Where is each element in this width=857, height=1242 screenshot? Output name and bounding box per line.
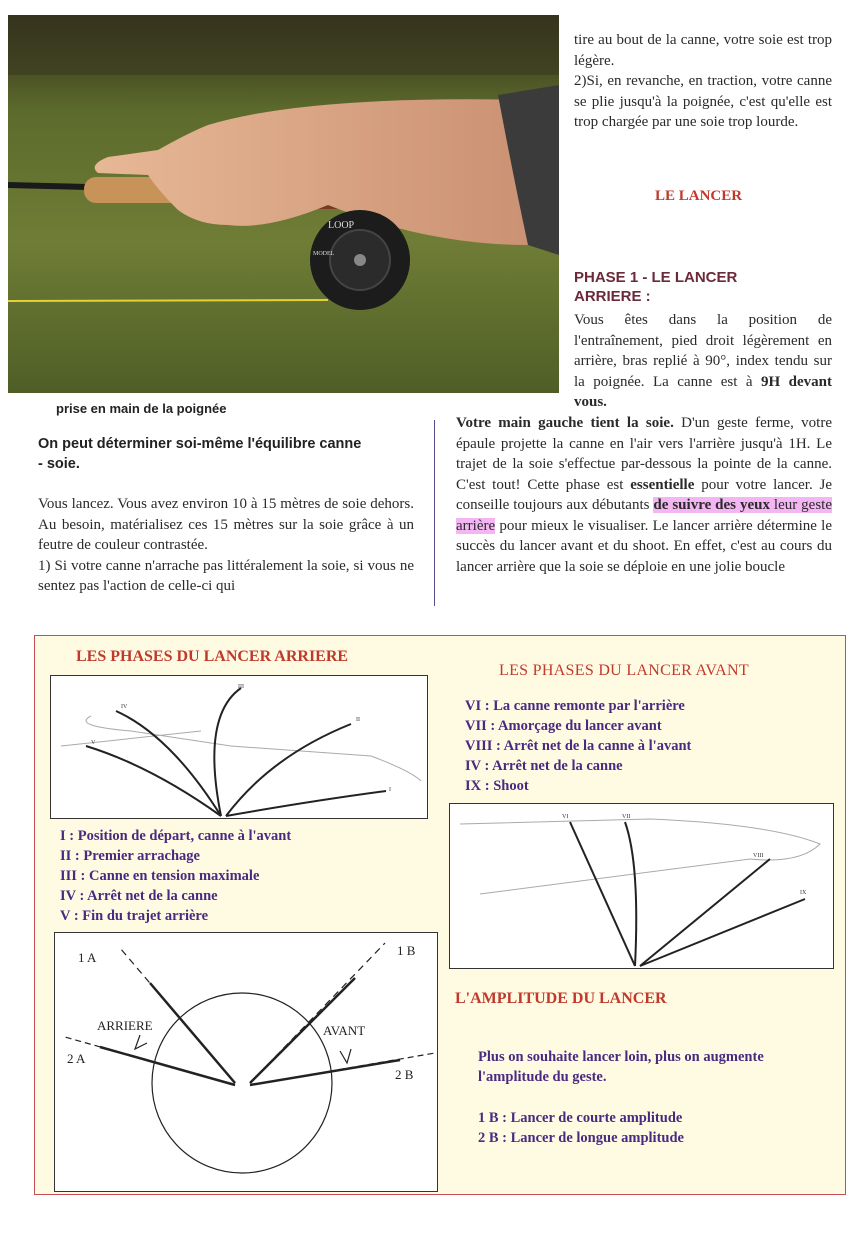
- avant-phases-title: LES PHASES DU LANCER AVANT: [499, 662, 749, 679]
- amplitude-list: [478, 1108, 684, 1148]
- phase1-title-line2: ARRIERE :: [574, 288, 651, 305]
- phase1-highlight-1: de suivre des yeux: [653, 497, 770, 513]
- label-2a: 2 A: [67, 1051, 86, 1066]
- amplitude-text: Plus on souhaite lancer loin, plus on augmente l'amplitude du geste.: [478, 1049, 764, 1085]
- rod-grip-photo: [8, 15, 559, 393]
- left-paragraph-1: Vous lancez. Vous avez environ 10 à 15 mètres de soie dehors. Au besoin, matérialisez ces 15 mètres sur la soie grâce à un feutre de couleur contrastée.: [38, 496, 414, 553]
- arriere-diagram: [50, 675, 428, 819]
- phase1-position-text: Vous êtes dans la position de l'entraînement, pied droit légèrement en arrière, bras replié à 90°, index tendu sur la poignée.: [574, 312, 832, 390]
- section-title-le-lancer: LE LANCER: [655, 188, 743, 204]
- arriere-label-ii: II: [356, 717, 360, 723]
- arriere-phase-list: [60, 826, 291, 926]
- avant-item-1: VI : La canne remonte par l'arrière: [465, 698, 685, 714]
- avant-item-2: VII : Amorçage du lancer avant: [465, 718, 662, 734]
- phase1-main-bold: Votre main gauche tient la soie.: [456, 415, 674, 431]
- right-column-top: [574, 30, 832, 133]
- arriere-item-5: V : Fin du trajet arrière: [60, 908, 209, 924]
- arriere-label-v: V: [91, 740, 96, 746]
- arriere-item-3: III : Canne en tension maximale: [60, 868, 260, 884]
- phase1-narrow-text: [574, 310, 832, 413]
- photo-caption: prise en main de la poignée: [56, 401, 227, 416]
- subheading: On peut déterminer soi-même l'équilibre canne - soie.: [38, 436, 362, 472]
- phase1-highlight-2: leur geste arrière: [456, 497, 832, 534]
- left-paragraph-2: 1) Si votre canne n'arrache pas littéralement la soie, si vous ne sentez pas l'action de celle-ci qui: [38, 557, 414, 594]
- phase1-phase-prefix: Cette phase est: [527, 476, 631, 493]
- label-2b: 2 B: [395, 1067, 414, 1082]
- avant-item-3: VIII : Arrêt net de la canne à l'avant: [465, 738, 692, 754]
- avant-label-vii: VII: [622, 814, 631, 820]
- right-paragraph-2: 2)Si, en revanche, en traction, votre canne se plie jusqu'à la poignée, c'est qu'elle est trop chargée par une soie trop lourde.: [574, 73, 832, 130]
- arriere-item-2: II : Premier arrachage: [60, 848, 200, 864]
- arriere-item-4: IV : Arrêt net de la canne: [60, 888, 218, 904]
- left-column-body: [38, 494, 414, 597]
- amplitude-diagram: [54, 932, 438, 1192]
- column-divider: [434, 420, 435, 606]
- avant-label-vi: VI: [562, 814, 569, 820]
- phase1-canne-bold: 9H devant vous.: [574, 373, 832, 410]
- label-avant: AVANT: [323, 1023, 366, 1038]
- avant-diagram: [449, 803, 834, 969]
- arriere-label-iv: IV: [121, 704, 128, 710]
- avant-item-5: IX : Shoot: [465, 778, 529, 794]
- label-1b: 1 B: [397, 943, 416, 958]
- phase1-phase-end: pour mieux le visualiser. Le lancer arrière détermine le succès du lancer avant et du shoot. En effet, c'est au cours du lancer arrière que la soie se déploie en une jolie boucle: [456, 517, 832, 575]
- phase1-canne-prefix: La canne est à: [653, 373, 762, 390]
- amplitude-title: L'AMPLITUDE DU LANCER: [455, 990, 667, 1007]
- amplitude-item-2b: 2 B : Lancer de longue amplitude: [478, 1130, 684, 1146]
- arriere-label-iii: III: [238, 684, 244, 690]
- right-paragraph-1: tire au bout de la canne, votre soie est trop légère.: [574, 32, 832, 69]
- reel-brand-text: LOOP: [328, 220, 355, 231]
- label-1a: 1 A: [78, 950, 97, 965]
- arriere-phases-title: LES PHASES DU LANCER ARRIERE: [76, 648, 349, 665]
- phase1-title-line1: PHASE 1 - LE LANCER: [574, 269, 738, 286]
- arriere-label-i: I: [389, 787, 391, 793]
- amplitude-item-1b: 1 B : Lancer de courte amplitude: [478, 1110, 683, 1126]
- avant-label-ix: IX: [800, 890, 807, 896]
- phase1-phase-bold: essentielle: [630, 476, 695, 493]
- avant-label-viii: VIII: [753, 853, 764, 859]
- avant-phase-list: [465, 696, 691, 796]
- phase1-title: [574, 268, 832, 306]
- reel-model-text: MODEL: [313, 251, 335, 257]
- arriere-item-1: I : Position de départ, canne à l'avant: [60, 828, 292, 844]
- phase1-phase-mid: pour votre lancer. Je conseille toujours aux débutants: [456, 476, 832, 513]
- label-arriere: ARRIERE: [97, 1018, 153, 1033]
- avant-item-4: IV : Arrêt net de la canne: [465, 758, 623, 774]
- phase1-wide-text: [456, 413, 832, 577]
- phase1-main-rest: D'un geste ferme, votre épaule projette la canne en l'air vers l'arrière jusqu'à 1H. Le trajet de la soie s'effectue par-dessous la pointe de la canne. C'est tout!: [456, 415, 832, 493]
